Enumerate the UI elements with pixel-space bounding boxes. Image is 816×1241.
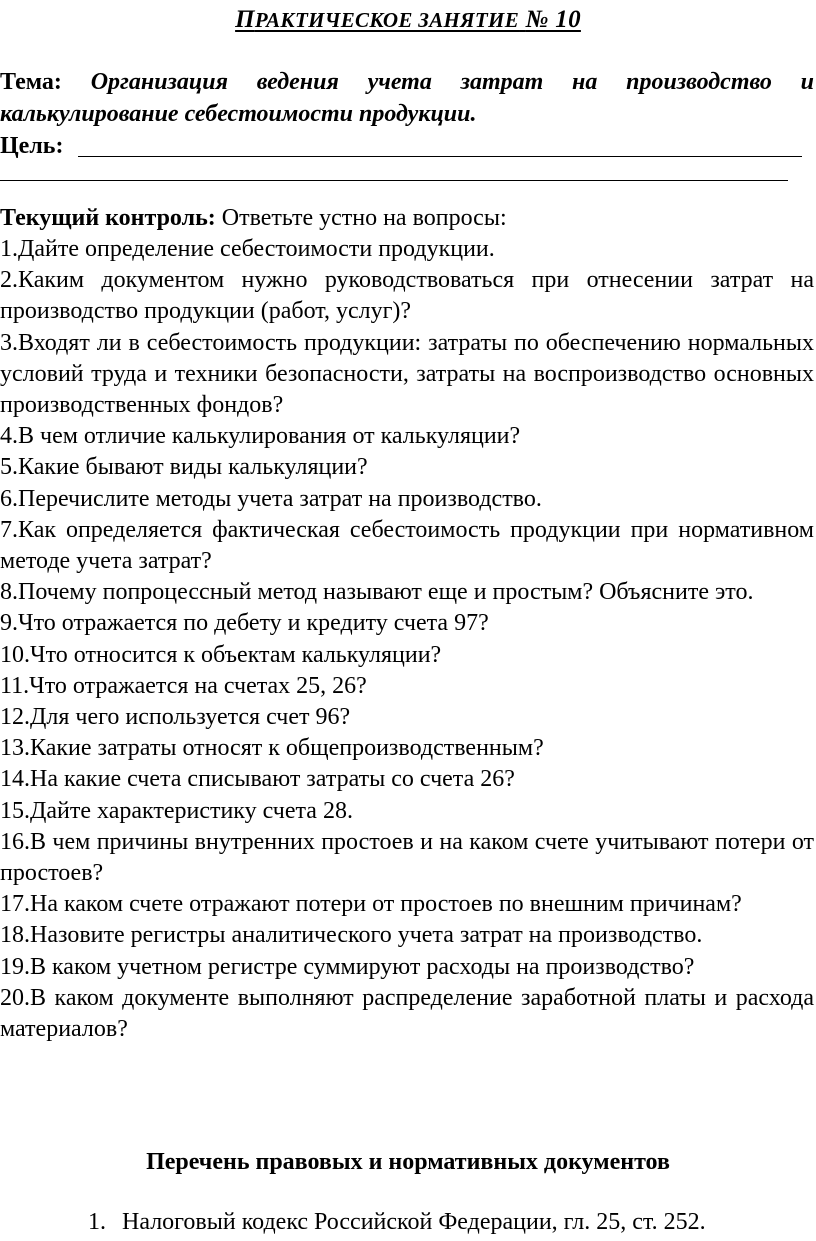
question-item: 2.Каким документом нужно руководствоваться при отнесении затрат на производство продукции (работ, услуг)? <box>0 267 814 325</box>
document-item <box>88 1206 706 1238</box>
questions-list <box>0 234 814 1045</box>
question-item: 7.Как определяется фактическая себестоимость продукции при нормативном методе учета затрат? <box>0 516 814 575</box>
document-item-text: Налоговый кодекс Российской Федерации, гл. 25, ст. 252. <box>122 1209 706 1235</box>
goal-label: Цель: <box>0 133 64 159</box>
current-control-paragraph <box>0 202 816 234</box>
question-item: 19.В каком учетном регистре суммируют расходы на производство? <box>0 953 695 980</box>
goal-blank-line <box>0 180 788 181</box>
question-item: 11.Что отражается на счетах 25, 26? <box>0 672 367 699</box>
documents-list <box>88 1206 706 1238</box>
question-item: 5.Какие бывают виды калькуляции? <box>0 454 368 481</box>
current-control-label: Текущий контроль: <box>0 205 216 231</box>
title-number: № 10 <box>525 6 581 33</box>
documents-heading: Перечень правовых и нормативных документов <box>146 1149 670 1175</box>
title-first-letter: П <box>235 6 255 33</box>
question-item: 10.Что относится к объектам калькуляции? <box>0 641 442 668</box>
title-text: РАКТИЧЕСКОЕ ЗАНЯТИЕ <box>254 8 520 32</box>
question-item: 20.В каком документе выполняют распределение заработной платы и расхода материалов? <box>0 984 814 1043</box>
document-item-number: 1. <box>88 1209 106 1235</box>
question-item: 17.На каком счете отражают потери от простоев по внешним причинам? <box>0 891 742 918</box>
page-title <box>0 6 816 34</box>
topic-paragraph <box>0 66 814 130</box>
question-item: 13.Какие затраты относят к общепроизводственным? <box>0 735 544 762</box>
question-item: 3.Входят ли в себестоимость продукции: затраты по обеспечению нормальных условий труда и техники безопасности, затраты на воспроизводство основных производственных фондов? <box>0 329 814 419</box>
question-item: 16.В чем причины внутренних простоев и на каком счете учитывают потери от простоев? <box>0 828 814 887</box>
topic-label: Тема: <box>0 69 62 95</box>
current-control-text: Ответьте устно на вопросы: <box>221 205 507 231</box>
goal-blank-line <box>78 156 802 157</box>
topic-text: Организация ведения учета затрат на производство и калькулирование себестоимости продукции. <box>0 69 814 127</box>
question-item: 18.Назовите регистры аналитического учета затрат на производство. <box>0 922 703 949</box>
question-item: 9.Что отражается по дебету и кредиту счета 97? <box>0 610 489 637</box>
question-item: 14.На какие счета списывают затраты со счета 26? <box>0 766 515 793</box>
question-item: 15.Дайте характеристику счета 28. <box>0 797 353 824</box>
question-item: 8.Почему попроцессный метод называют еще и простым? Объясните это. <box>0 579 754 606</box>
question-item: 6.Перечислите методы учета затрат на производство. <box>0 485 542 512</box>
goal-paragraph <box>0 130 816 162</box>
question-item: 4.В чем отличие калькулирования от калькуляции? <box>0 423 521 450</box>
question-item: 1.Дайте определение себестоимости продукции. <box>0 236 495 262</box>
question-item: 12.Для чего используется счет 96? <box>0 704 351 731</box>
